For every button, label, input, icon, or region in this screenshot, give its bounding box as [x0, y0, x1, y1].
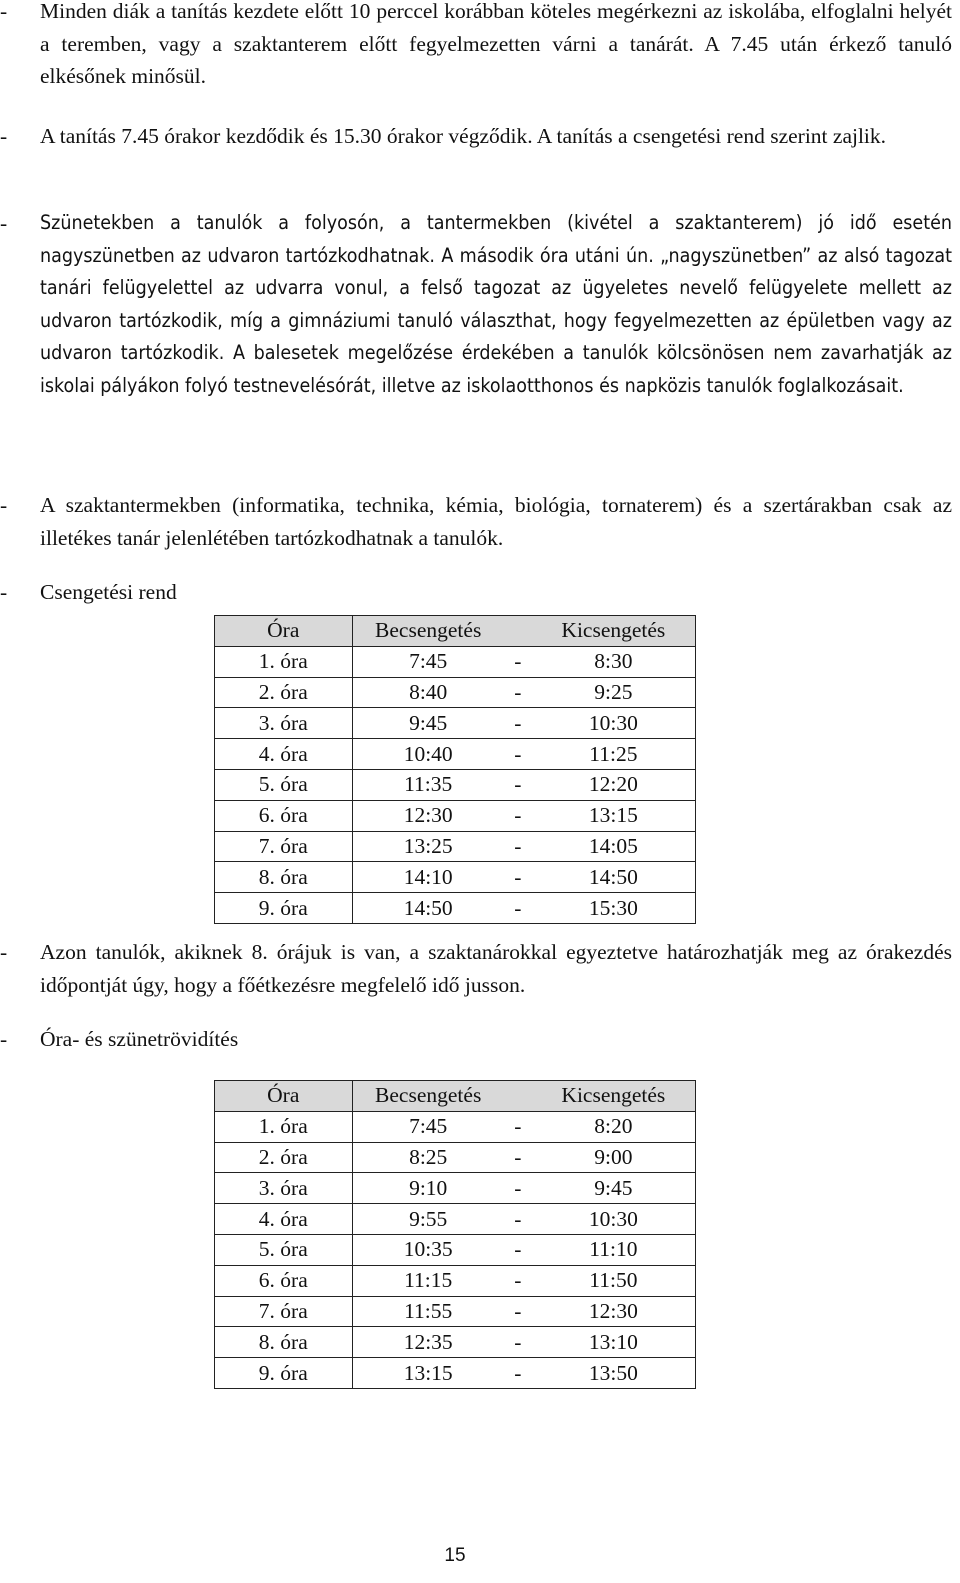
- cell-separator: -: [504, 708, 532, 739]
- cell-start: 12:35: [352, 1327, 504, 1358]
- table-row: [215, 800, 696, 831]
- table-row: [215, 1234, 696, 1265]
- cell-separator: -: [504, 1327, 532, 1358]
- table-row: [215, 1142, 696, 1173]
- paragraph-eighth-lesson: Azon tanulók, akiknek 8. órájuk is van, a szaktanárokkal egyeztetve határozhatják meg az órakezdés időpontját úgy, hogy a főétkezésre megfelelő idő jusson.: [40, 940, 952, 997]
- table-row: [215, 831, 696, 862]
- cell-end: 12:20: [532, 769, 696, 800]
- bullet-dash: -: [0, 1027, 8, 1051]
- cell-separator: -: [504, 1358, 532, 1389]
- cell-end: 15:30: [532, 893, 696, 924]
- paragraph-breaks: Szünetekben a tanulók a folyosón, a tantermekben (kivétel a szaktanterem) jó idő esetén nagyszünetben az udvaron tartózkodhatnak. A második óra utáni ún. „nagyszünetben” az alsó tagozat tanári felügyelettel az udvarra vonul, a felső tagozat az ügyeletes nevelő felügyelete mellett az udvaron tartózkodik, míg a gimnáziumi tanuló választhat, hogy fegyelmezetten az épületben vagy az udvaron tartózkodik. A balesetek megelőzése érdekében a tanulók kölcsönösen nem zavarhatják az iskolai pályákon folyó testnevelésórát, illetve az iskolaotthonos és napközis tanulók foglalkozásait.: [40, 211, 952, 397]
- cell-lesson: 3. óra: [215, 1173, 353, 1204]
- cell-lesson: 1. óra: [215, 646, 353, 677]
- cell-end: 9:25: [532, 677, 696, 708]
- cell-lesson: 5. óra: [215, 769, 353, 800]
- bullet-dash: -: [0, 580, 8, 604]
- cell-separator: -: [504, 893, 532, 924]
- cell-start: 9:55: [352, 1204, 504, 1235]
- bullet-dash: -: [0, 0, 8, 23]
- bell-schedule-label: Csengetési rend: [40, 580, 177, 604]
- cell-separator: -: [504, 1204, 532, 1235]
- cell-lesson: 6. óra: [215, 1265, 353, 1296]
- header-separator: [504, 616, 532, 647]
- bullet-dash: -: [0, 493, 8, 517]
- table-row: [215, 862, 696, 893]
- cell-end: 11:10: [532, 1234, 696, 1265]
- bullet-dash: -: [0, 940, 8, 964]
- bell-schedule-table: [214, 615, 696, 924]
- header-end: Kicsengetés: [532, 1081, 696, 1112]
- cell-lesson: 3. óra: [215, 708, 353, 739]
- cell-end: 13:50: [532, 1358, 696, 1389]
- cell-start: 10:35: [352, 1234, 504, 1265]
- table-row: [215, 677, 696, 708]
- cell-separator: -: [504, 862, 532, 893]
- table-row: [215, 1296, 696, 1327]
- cell-lesson: 7. óra: [215, 831, 353, 862]
- table-row: [215, 1173, 696, 1204]
- cell-start: 14:10: [352, 862, 504, 893]
- cell-start: 13:25: [352, 831, 504, 862]
- cell-lesson: 4. óra: [215, 739, 353, 770]
- cell-separator: -: [504, 800, 532, 831]
- cell-lesson: 9. óra: [215, 1358, 353, 1389]
- list-item-bell-schedule: [0, 576, 960, 609]
- table-header-row: [215, 616, 696, 647]
- table-row: [215, 646, 696, 677]
- header-separator: [504, 1081, 532, 1112]
- cell-lesson: 2. óra: [215, 1142, 353, 1173]
- short-schedule-table: [214, 1080, 696, 1389]
- table-row: [215, 1204, 696, 1235]
- bullet-dash: -: [0, 211, 8, 235]
- cell-separator: -: [504, 1296, 532, 1327]
- cell-separator: -: [504, 1265, 532, 1296]
- table-row: [215, 1358, 696, 1389]
- cell-separator: -: [504, 1173, 532, 1204]
- cell-lesson: 5. óra: [215, 1234, 353, 1265]
- paragraph-special-rooms: A szaktantermekben (informatika, technika, kémia, biológia, tornaterem) és a szertárakban csak az illetékes tanár jelenlétében tartózkodhatnak a tanulók.: [40, 493, 952, 550]
- list-item-short-schedule: [0, 1023, 960, 1056]
- list-item-breaks: [0, 207, 960, 402]
- table-row: [215, 739, 696, 770]
- cell-start: 11:15: [352, 1265, 504, 1296]
- list-item-eighth-lesson: [0, 936, 960, 1001]
- cell-start: 9:45: [352, 708, 504, 739]
- cell-end: 9:00: [532, 1142, 696, 1173]
- header-end: Kicsengetés: [532, 616, 696, 647]
- cell-lesson: 1. óra: [215, 1111, 353, 1142]
- cell-start: 14:50: [352, 893, 504, 924]
- table-row: [215, 769, 696, 800]
- cell-start: 11:35: [352, 769, 504, 800]
- list-item-special-rooms: [0, 489, 960, 554]
- cell-start: 7:45: [352, 1111, 504, 1142]
- bullet-dash: -: [0, 124, 8, 148]
- cell-start: 11:55: [352, 1296, 504, 1327]
- cell-lesson: 2. óra: [215, 677, 353, 708]
- cell-start: 9:10: [352, 1173, 504, 1204]
- cell-end: 10:30: [532, 1204, 696, 1235]
- cell-separator: -: [504, 1111, 532, 1142]
- paragraph-arrival: Minden diák a tanítás kezdete előtt 10 perccel korábban köteles megérkezni az iskolába, elfoglalni helyét a teremben, vagy a szaktanterem előtt fegyelmezetten várni a tanárát. A 7.45 után érkező tanuló elkésőnek minősül.: [40, 0, 952, 88]
- cell-end: 11:25: [532, 739, 696, 770]
- cell-start: 12:30: [352, 800, 504, 831]
- list-item-arrival: [0, 0, 960, 93]
- table-row: [215, 1327, 696, 1358]
- cell-start: 13:15: [352, 1358, 504, 1389]
- cell-separator: -: [504, 831, 532, 862]
- cell-end: 11:50: [532, 1265, 696, 1296]
- cell-separator: -: [504, 769, 532, 800]
- cell-separator: -: [504, 1142, 532, 1173]
- cell-separator: -: [504, 739, 532, 770]
- table-row: [215, 708, 696, 739]
- header-start: Becsengetés: [352, 1081, 504, 1112]
- cell-end: 9:45: [532, 1173, 696, 1204]
- cell-end: 8:30: [532, 646, 696, 677]
- cell-lesson: 8. óra: [215, 862, 353, 893]
- cell-end: 14:50: [532, 862, 696, 893]
- list-item-start-end: [0, 120, 960, 153]
- table-row: [215, 893, 696, 924]
- cell-end: 12:30: [532, 1296, 696, 1327]
- paragraph-start-end: A tanítás 7.45 órakor kezdődik és 15.30 órakor végződik. A tanítás a csengetési rend szerint zajlik.: [40, 124, 887, 148]
- cell-start: 8:40: [352, 677, 504, 708]
- page-number: 15: [444, 1545, 466, 1566]
- table-header-row: [215, 1081, 696, 1112]
- cell-lesson: 7. óra: [215, 1296, 353, 1327]
- cell-end: 13:10: [532, 1327, 696, 1358]
- cell-end: 14:05: [532, 831, 696, 862]
- cell-separator: -: [504, 1234, 532, 1265]
- cell-start: 10:40: [352, 739, 504, 770]
- cell-separator: -: [504, 646, 532, 677]
- cell-end: 13:15: [532, 800, 696, 831]
- cell-start: 7:45: [352, 646, 504, 677]
- cell-lesson: 9. óra: [215, 893, 353, 924]
- short-schedule-label: Óra- és szünetrövidítés: [40, 1027, 239, 1051]
- cell-end: 8:20: [532, 1111, 696, 1142]
- cell-lesson: 6. óra: [215, 800, 353, 831]
- table-row: [215, 1111, 696, 1142]
- header-lesson: Óra: [215, 1081, 353, 1112]
- cell-lesson: 4. óra: [215, 1204, 353, 1235]
- cell-start: 8:25: [352, 1142, 504, 1173]
- cell-end: 10:30: [532, 708, 696, 739]
- cell-lesson: 8. óra: [215, 1327, 353, 1358]
- header-start: Becsengetés: [352, 616, 504, 647]
- table-row: [215, 1265, 696, 1296]
- cell-separator: -: [504, 677, 532, 708]
- header-lesson: Óra: [215, 616, 353, 647]
